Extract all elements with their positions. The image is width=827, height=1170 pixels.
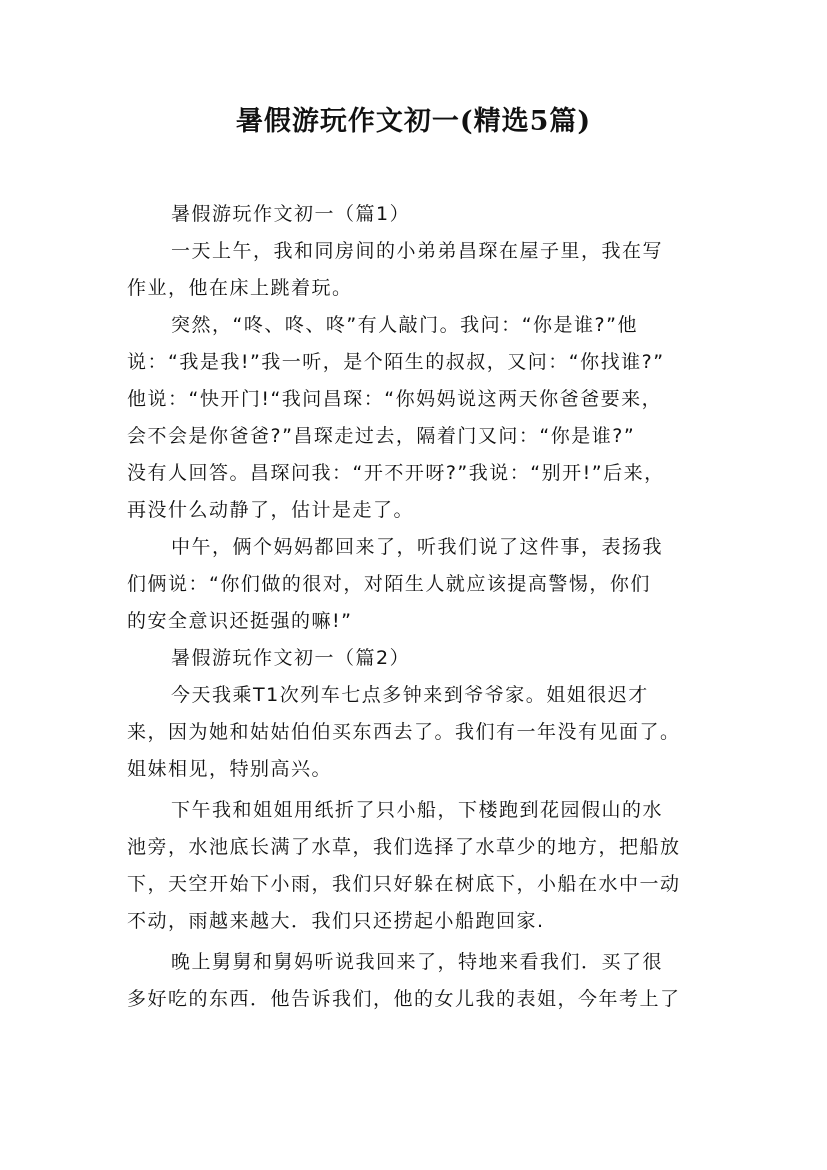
body-line: 说：“我是我!”我一听，是个陌生的叔叔，又问：“你找谁?” [127,351,665,373]
body-line: 没有人回答。昌琛问我：“开不开呀?”我说：“别开!”后来， [127,462,665,484]
body-line: 作业，他在床上跳着玩。 [127,277,353,299]
body-line: 姐妹相见，特别高兴。 [127,758,333,780]
body-line: 们俩说：“你们做的很对，对陌生人就应该提高警惕，你们 [127,573,651,595]
body-line: 的安全意识还挺强的嘛!” [127,610,353,632]
body-line: 一天上午，我和同房间的小弟弟昌琛在屋子里，我在写 [171,240,664,262]
body-line: 突然，“咚、咚、咚”有人敲门。我问：“你是谁?”他 [171,314,638,336]
body-line: 他说：“快开门!“我问昌琛：“你妈妈说这两天你爸爸要来， [127,388,663,410]
body-line: 晚上舅舅和舅妈听说我回来了，特地来看我们．买了很 [171,951,664,973]
body-line: 今天我乘T1次列车七点多钟来到爷爷家。姐姐很迟才 [171,684,649,706]
body-line: 来，因为她和姑姑伯伯买东西去了。我们有一年没有见面了。 [127,721,681,743]
section-heading-2: 暑假游玩作文初一（篇2） [171,647,411,669]
body-line: 中午，俩个妈妈都回来了，听我们说了这件事，表扬我 [171,536,664,558]
document-body [127,196,703,1018]
body-line: 不动，雨越来越大．我们只还捞起小船跑回家. [127,910,545,932]
body-line: 多好吃的东西．他告诉我们，他的女儿我的表姐，今年考上了 [127,988,681,1010]
body-line: 池旁，水池底长满了水草，我们选择了水草少的地方，把船放 [127,836,681,858]
body-line: 下，天空开始下小雨，我们只好躲在树底下，小船在水中一动 [127,873,681,895]
section-heading-1: 暑假游玩作文初一（篇1） [171,203,411,225]
body-line: 再没什么动静了，估计是走了。 [127,499,415,521]
body-line: 下午我和姐姐用纸折了只小船，下楼跑到花园假山的水 [171,799,664,821]
body-line: 会不会是你爸爸?”昌琛走过去，隔着门又问：“你是谁?” [127,425,636,447]
document-title: 暑假游玩作文初一(精选5篇) [235,106,592,137]
